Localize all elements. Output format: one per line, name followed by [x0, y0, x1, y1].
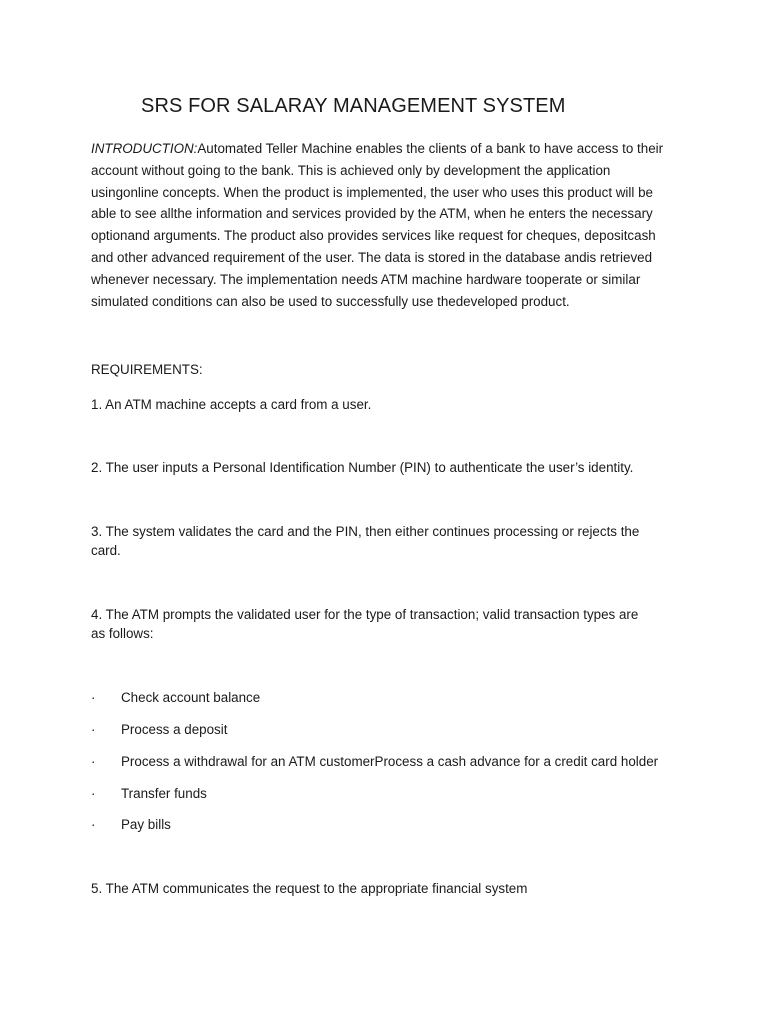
requirements-heading: REQUIREMENTS: — [91, 362, 203, 377]
intro-line: able to see allthe information and services provided by the ATM, when he enters the necessary — [91, 206, 653, 222]
introduction-label: INTRODUCTION: — [91, 141, 198, 156]
transaction-type-label: Transfer funds — [121, 786, 207, 801]
document-title: SRS FOR SALARAY MANAGEMENT SYSTEM — [141, 95, 566, 117]
requirement-5: 5. The ATM communicates the request to the appropriate financial system — [91, 881, 528, 896]
requirement-2: 2. The user inputs a Personal Identification Number (PIN) to authenticate the user’s identity. — [91, 460, 634, 475]
intro-line: usingonline concepts. When the product is implemented, the user who uses this product will be — [91, 184, 653, 200]
transaction-type-label: Pay bills — [121, 817, 171, 832]
transaction-type-label: Check account balance — [121, 690, 261, 705]
intro-line-text: Automated Teller Machine enables the clients of a bank to have access to their — [197, 141, 664, 156]
intro-line: whenever necessary. The implementation needs ATM machine hardware tooperate or similar — [91, 271, 641, 287]
bullet-icon: · — [91, 754, 96, 769]
intro-line — [91, 138, 691, 160]
transaction-type-label: Process a deposit — [121, 722, 228, 737]
bullet-icon: · — [91, 817, 96, 832]
introduction-paragraph — [91, 138, 691, 312]
intro-line: and other advanced requirement of the user. The data is stored in the database andis retrieved — [91, 249, 653, 265]
requirement-1: 1. An ATM machine accepts a card from a user. — [91, 397, 372, 412]
intro-line: account without going to the bank. This is achieved only by development the application — [91, 162, 611, 178]
transaction-type-label: Process a withdrawal for an ATM customerProcess a cash advance for a credit card holder — [121, 754, 659, 769]
requirement-4: 4. The ATM prompts the validated user for the type of transaction; valid transaction types are as follows: — [91, 607, 639, 641]
intro-line: optionand arguments. The product also provides services like request for cheques, depositcash — [91, 228, 656, 244]
intro-line: simulated conditions can also be used to successfully use thedeveloped product. — [91, 293, 570, 309]
bullet-icon: · — [91, 722, 96, 737]
requirement-3: 3. The system validates the card and the PIN, then either continues processing or rejects the card. — [91, 524, 640, 558]
bullet-icon: · — [91, 690, 96, 705]
bullet-icon: · — [91, 786, 96, 801]
